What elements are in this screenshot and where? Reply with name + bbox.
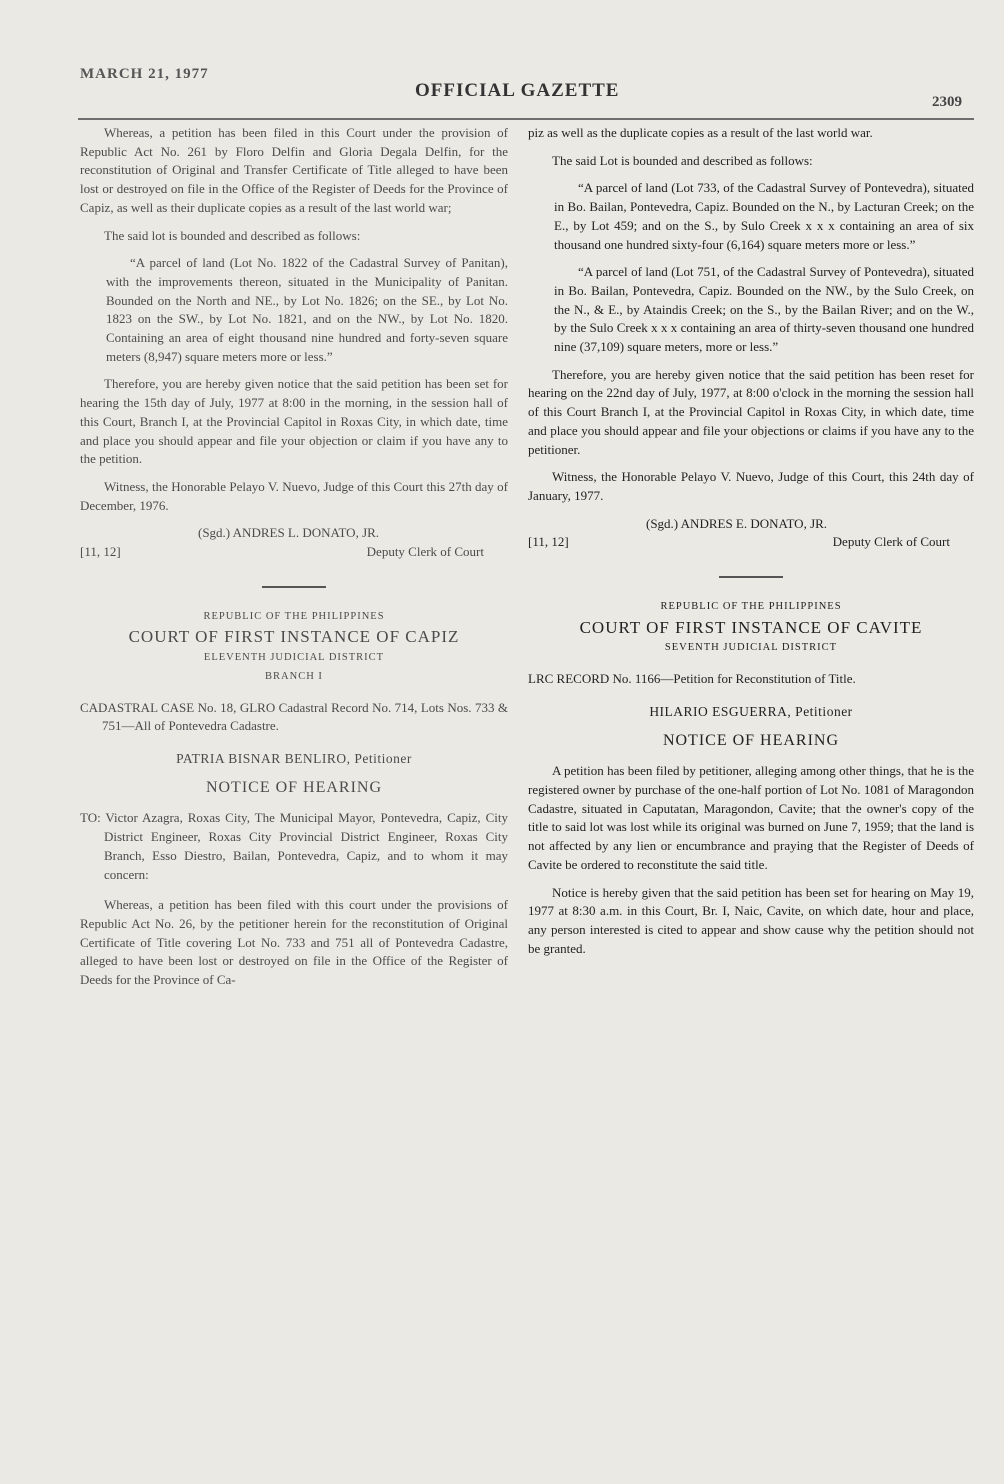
right-paragraph-therefore: Therefore, you are hereby given notice that the said petition has been reset for hearing on the 22nd day of July, 1977, at 8:00 o'clock in the morning the session hall of this Court Branch I, at the Provincial Capitol in Roxas City, in which date, time and place you should appear and file your objections or claims if you have any to the petitioner. bbox=[528, 366, 974, 457]
right-lot-751-description: “A parcel of land (Lot 751, of the Cadastral Survey of Pontevedra), situated in Bo. Bailan, Pontevedra, Capiz. Bounded on the NW., by the Sulo Creek, on the N., & E., by Ataindis Creek; on the S., by the Bailan River; and on the W., by the Sulo Creek x x x containing an area of thirty-seven thousand one hundred nine (37,109) square meters, more or less.” bbox=[554, 264, 974, 355]
left-case-caption: CADASTRAL CASE No. 18, GLRO Cadastral Record No. 714, Lots Nos. 733 & 751—All of Pontevedra Cadastre. bbox=[80, 699, 508, 734]
page-header bbox=[0, 0, 1004, 130]
right-petitioner: HILARIO ESGUERRA, Petitioner bbox=[649, 703, 853, 719]
right-paragraph-bounded: The said Lot is bounded and described as follows: bbox=[552, 152, 813, 168]
left-paragraph-bounded: The said lot is bounded and described as follows: bbox=[104, 227, 361, 243]
left-notice-heading: NOTICE OF HEARING bbox=[205, 778, 383, 796]
right-court-name: COURT OF FIRST INSTANCE OF CAVITE bbox=[579, 617, 923, 637]
left-to-label: TO: bbox=[80, 810, 101, 826]
right-signature-row bbox=[528, 533, 974, 552]
right-district: SEVENTH JUDICIAL DISTRICT bbox=[664, 642, 838, 654]
left-republic: REPUBLIC OF THE PHILIPPINES bbox=[203, 610, 385, 622]
right-paragraph-witness: Witness, the Honorable Pelayo V. Nuevo, Judge of this Court, this 24th day of January, 1977. bbox=[528, 469, 974, 503]
right-divider bbox=[719, 576, 783, 578]
left-branch: BRANCH I bbox=[265, 670, 323, 682]
right-signature-ref: [11, 12] bbox=[528, 534, 569, 550]
right-signature-name: (Sgd.) ANDRES E. DONATO, JR. bbox=[646, 515, 828, 531]
left-lot-description: “A parcel of land (Lot No. 1822 of the Cadastral Survey of Panitan), with the improvements thereon, situated in the Municipality of Panitan. Bounded on the North and NE., by Lot No. 1826; on the SE., by Lot No. 1823 on the SW., by Lot No. 1821, and on the NW., by Lot No. 1820. Containing an area of eight thousand nine hundred and forty-seven square meters (8,947) square meters more or less.” bbox=[106, 255, 508, 364]
right-case-caption: LRC RECORD No. 1166—Petition for Reconstitution of Title. bbox=[528, 671, 856, 687]
right-paragraph-continued: piz as well as the duplicate copies as a result of the last world war. bbox=[528, 125, 873, 140]
left-paragraph-witness: Witness, the Honorable Pelayo V. Nuevo, Judge of this Court this 27th day of December, 1976. bbox=[80, 478, 508, 513]
right-notice-heading: NOTICE OF HEARING bbox=[662, 731, 840, 749]
left-paragraph-whereas: Whereas, a petition has been filed in this Court under the provision of Republic Act No. 261 by Floro Delfin and Gloria Degala Delfin, for the reconstitution of Original and Transfer Certificate of Title alleged to have been lost or destroyed on file in the Office of the Register of Deeds for the Province of Capiz, as well as their duplicate copies as a result of the last world war; bbox=[80, 125, 508, 215]
left-signature-title: Deputy Clerk of Court bbox=[366, 544, 484, 560]
left-district: ELEVENTH JUDICIAL DISTRICT bbox=[203, 652, 385, 664]
left-paragraph-petition: Whereas, a petition has been filed with this court under the provisions of Republic Act No. 26, by the petitioner herein for the reconstitution of Original Certificate of Title covering Lot No. 733 and 751 all of Pontevedra Cadastre, alleged to have been lost or destroyed on file in the Office of the Register of Deeds for the Province of Ca- bbox=[80, 897, 508, 988]
right-signature-title: Deputy Clerk of Court bbox=[832, 534, 950, 550]
left-addressees bbox=[80, 809, 508, 884]
left-signature-row bbox=[80, 543, 508, 562]
left-to-text: Victor Azagra, Roxas City, The Municipal Mayor, Pontevedra, Capiz, City District Engineer, Roxas City Provincial District Engineer, Roxas City Branch, Esso Diestro, Bailan, Pontevedra, Capiz, and to whom it may concern: bbox=[104, 810, 508, 882]
left-divider bbox=[262, 586, 326, 588]
right-paragraph-notice: Notice is hereby given that the said petition has been set for hearing on May 19, 1977 at 8:30 a.m. in this Court, Br. I, Naic, Cavite, on which date, hour and place, any person interested is cited to appear and show cause why the petition should not be granted. bbox=[528, 884, 974, 956]
right-lot-733-description: “A parcel of land (Lot 733, of the Cadastral Survey of Pontevedra), situated in Bo. Bailan, Pontevedra, Capiz. Bounded on the N., by Lacturan Creek; on the E., by Lot 459; and on the S., by Sulo Creek x x x containing an area of six thousand one hundred sixty-four (6,164) square meters more or less.” bbox=[554, 180, 974, 252]
right-column bbox=[528, 124, 974, 967]
left-paragraph-therefore: Therefore, you are hereby given notice that the said petition has been set for hearing the 15th day of July, 1977 at 8:00 in the morning, in the session hall of this Court, Branch I, at the Provincial Capitol in Roxas City, in which date, time and place you should appear and file your objection or claim if you have any to the petition. bbox=[80, 376, 508, 467]
right-republic: REPUBLIC OF THE PHILIPPINES bbox=[660, 601, 842, 613]
header-rule bbox=[78, 118, 974, 120]
page-number: 2309 bbox=[932, 94, 962, 110]
left-signature-ref: [11, 12] bbox=[80, 544, 121, 560]
header-title: OFFICIAL GAZETTE bbox=[415, 80, 620, 101]
left-signature-name: (Sgd.) ANDRES L. DONATO, JR. bbox=[198, 525, 380, 541]
left-petitioner: PATRIA BISNAR BENLIRO, Petitioner bbox=[176, 750, 412, 766]
header-date: MARCH 21, 1977 bbox=[80, 66, 209, 82]
left-court-name: COURT OF FIRST INSTANCE OF CAPIZ bbox=[128, 627, 460, 647]
right-paragraph-petition: A petition has been filed by petitioner, alleging among other things, that he is the registered owner by purchase of the one-half portion of Lot No. 1081 of Maragondon Cadastre, situated in Caputatan, Maragondon, Cavite; that the owner's copy of the title to said lot was lost while its original was burned on June 7, 1959; that the land is not affected by any lien or encumbrance and praying that the Register of Deeds of Cavite be ordered to reconstitute the said title. bbox=[528, 763, 974, 872]
left-column bbox=[80, 124, 508, 999]
